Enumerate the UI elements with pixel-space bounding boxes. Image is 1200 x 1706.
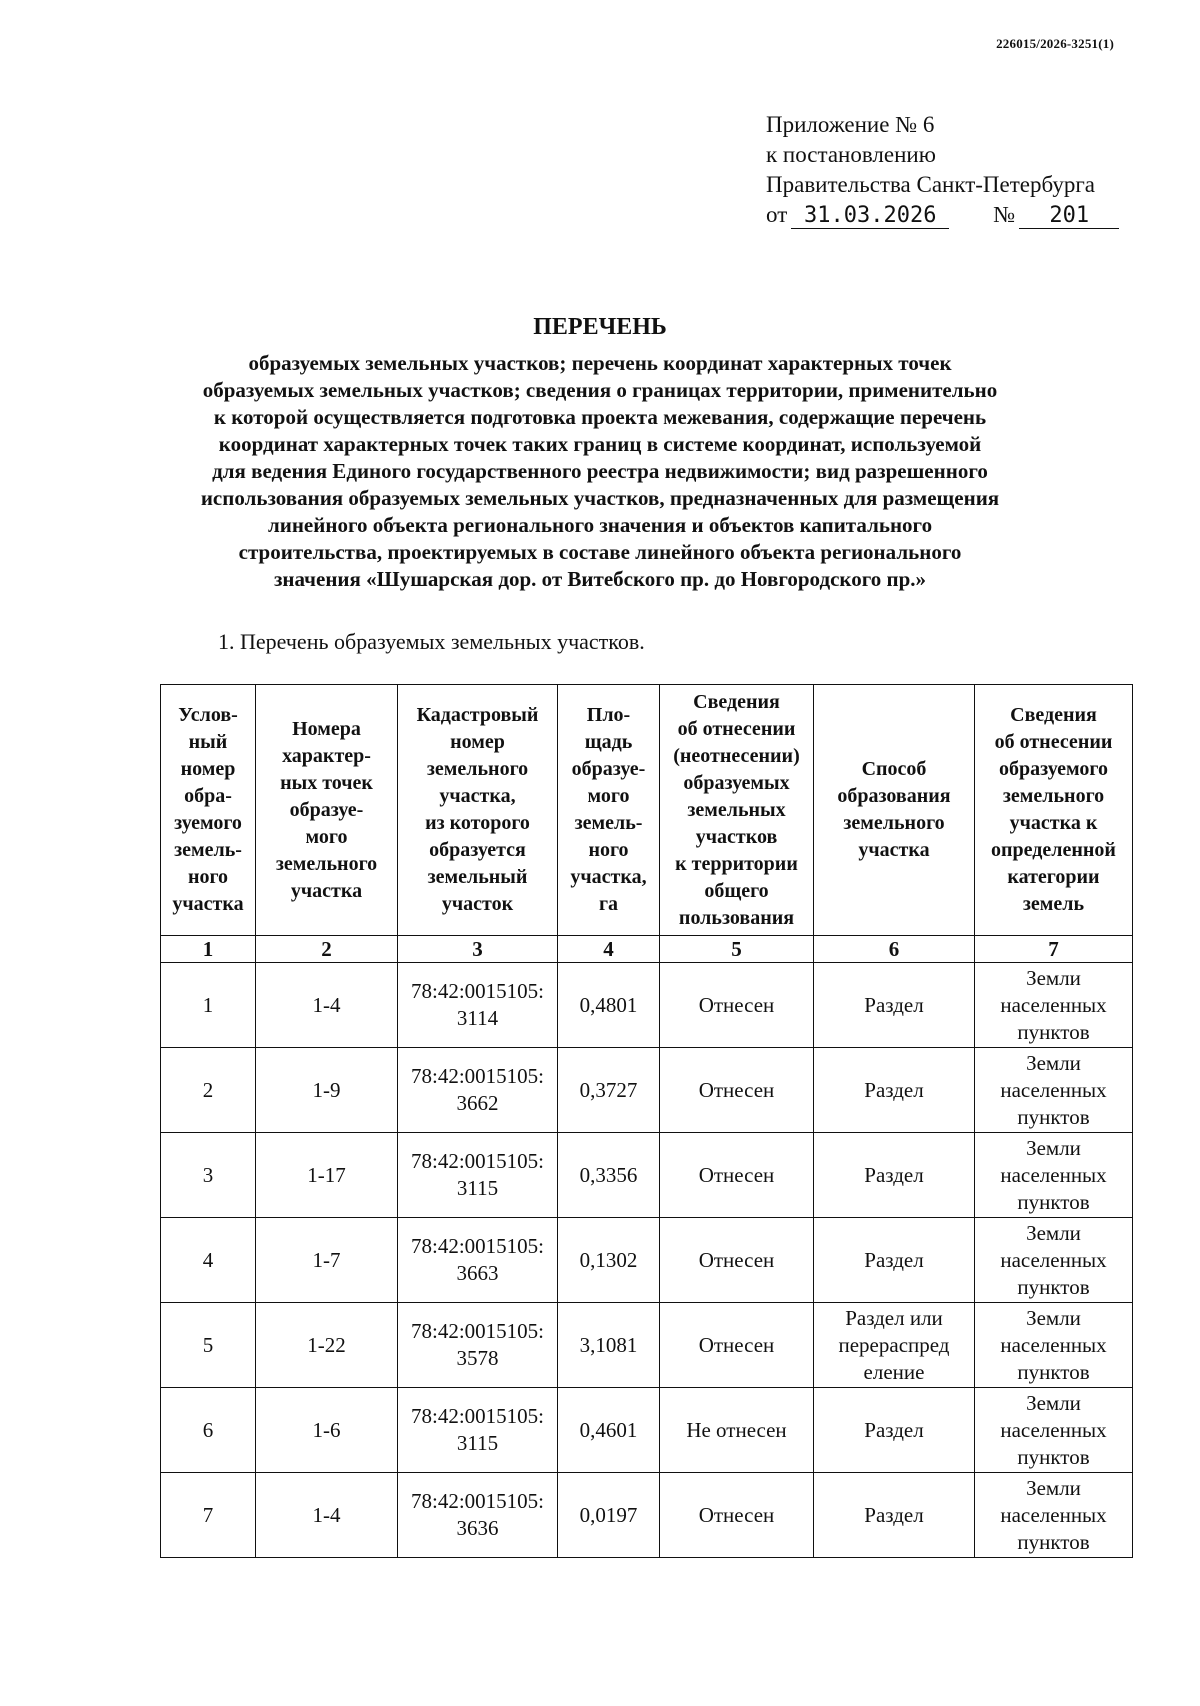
- column-number: 4: [558, 936, 660, 963]
- subtitle-line: линейного объекта регионального значения и объектов капитального: [267, 513, 933, 537]
- appendix-government: Правительства Санкт-Петербурга: [766, 172, 1095, 197]
- decree-number: 201: [1019, 204, 1119, 229]
- table-cell: 78:42:0015105: 3115: [398, 1388, 558, 1473]
- table-cell: Раздел: [814, 1048, 975, 1133]
- table-cell: 1-17: [256, 1133, 398, 1218]
- table-cell: 0,3727: [558, 1048, 660, 1133]
- table-cell: Отнесен: [660, 963, 814, 1048]
- appendix-block: [766, 110, 1119, 230]
- table-cell: 2: [161, 1048, 256, 1133]
- table-cell: Раздел: [814, 963, 975, 1048]
- column-number: 3: [398, 936, 558, 963]
- table-cell: 78:42:0015105: 3114: [398, 963, 558, 1048]
- table-cell: Земли населенных пунктов: [975, 1218, 1133, 1303]
- table-row: [161, 963, 1133, 1048]
- table-cell: Земли населенных пунктов: [975, 1048, 1133, 1133]
- table-cell: 78:42:0015105: 3662: [398, 1048, 558, 1133]
- table-header-row: [161, 685, 1133, 936]
- column-number: 2: [256, 936, 398, 963]
- table-cell: Раздел: [814, 1388, 975, 1473]
- subtitle-line: использования образуемых земельных участков, предназначенных для размещения: [200, 486, 1000, 510]
- table-cell: Раздел: [814, 1218, 975, 1303]
- column-header: Пло- щадь образуе- мого земель- ного участка, га: [558, 685, 660, 936]
- column-header: Сведения об отнесении (неотнесении) образуемых земельных участков к территории общего пользования: [660, 685, 814, 936]
- table-cell: Не отнесен: [660, 1388, 814, 1473]
- subtitle-line: образуемых земельных участков; перечень координат характерных точек: [248, 351, 952, 375]
- appendix-decree: к постановлению: [766, 142, 936, 167]
- table-row: [161, 1388, 1133, 1473]
- column-number: 5: [660, 936, 814, 963]
- table-cell: 78:42:0015105: 3115: [398, 1133, 558, 1218]
- table-cell: 78:42:0015105: 3578: [398, 1303, 558, 1388]
- appendix-date-line: [766, 200, 1119, 230]
- table-cell: Земли населенных пунктов: [975, 1388, 1133, 1473]
- table-cell: 1-22: [256, 1303, 398, 1388]
- table-row: [161, 1473, 1133, 1558]
- table-cell: 6: [161, 1388, 256, 1473]
- table-cell: Земли населенных пунктов: [975, 963, 1133, 1048]
- table-cell: 1: [161, 963, 256, 1048]
- subtitle-line: строительства, проектируемых в составе линейного объекта регионального: [238, 540, 962, 564]
- table-cell: Отнесен: [660, 1048, 814, 1133]
- subtitle-line: образуемых земельных участков; сведения о границах территории, применительно: [202, 378, 998, 402]
- table-cell: 0,3356: [558, 1133, 660, 1218]
- subtitle-line: к которой осуществляется подготовка проекта межевания, содержащие перечень: [213, 405, 987, 429]
- land-plots-table: [160, 684, 1133, 1558]
- column-header: Способ образования земельного участка: [814, 685, 975, 936]
- document-id: 226015/2026-3251(1): [996, 36, 1114, 51]
- table-cell: 0,0197: [558, 1473, 660, 1558]
- table-cell: Отнесен: [660, 1473, 814, 1558]
- table-row: [161, 1048, 1133, 1133]
- table-cell: 0,1302: [558, 1218, 660, 1303]
- table-cell: 0,4601: [558, 1388, 660, 1473]
- table-cell: 0,4801: [558, 963, 660, 1048]
- column-header: Услов- ный номер обра- зуемого земель- ного участка: [161, 685, 256, 936]
- table-row: [161, 1218, 1133, 1303]
- table-cell: Земли населенных пунктов: [975, 1473, 1133, 1558]
- appendix-number: Приложение № 6: [766, 112, 935, 137]
- subtitle-line: для ведения Единого государственного реестра недвижимости; вид разрешенного: [212, 459, 988, 483]
- table-cell: 1-4: [256, 1473, 398, 1558]
- subtitle-line: значения «Шушарская дор. от Витебского пр. до Новгородского пр.»: [273, 567, 927, 591]
- document-subtitle: [150, 350, 1050, 593]
- subtitle-line: координат характерных точек таких границ в системе координат, используемой: [218, 432, 982, 456]
- table-cell: Земли населенных пунктов: [975, 1133, 1133, 1218]
- table-cell: 78:42:0015105: 3636: [398, 1473, 558, 1558]
- table-cell: 4: [161, 1218, 256, 1303]
- column-number: 7: [975, 936, 1133, 963]
- from-label: от: [766, 202, 788, 227]
- column-number-row: [161, 936, 1133, 963]
- table-cell: 3: [161, 1133, 256, 1218]
- table-cell: 1-7: [256, 1218, 398, 1303]
- table-cell: 7: [161, 1473, 256, 1558]
- table-cell: 78:42:0015105: 3663: [398, 1218, 558, 1303]
- table-cell: Раздел: [814, 1473, 975, 1558]
- table-cell: Отнесен: [660, 1133, 814, 1218]
- table-cell: Земли населенных пунктов: [975, 1303, 1133, 1388]
- column-header: Номера характер- ных точек образуе- мого земельного участка: [256, 685, 398, 936]
- table-row: [161, 1133, 1133, 1218]
- section-heading: 1. Перечень образуемых земельных участков.: [218, 629, 645, 654]
- column-header: Кадастровый номер земельного участка, из которого образуется земельный участок: [398, 685, 558, 936]
- column-number: 6: [814, 936, 975, 963]
- table-cell: Раздел: [814, 1133, 975, 1218]
- column-number: 1: [161, 936, 256, 963]
- decree-date: 31.03.2026: [791, 204, 949, 229]
- table-cell: Отнесен: [660, 1218, 814, 1303]
- table-cell: 1-4: [256, 963, 398, 1048]
- table-cell: Отнесен: [660, 1303, 814, 1388]
- table-cell: 5: [161, 1303, 256, 1388]
- table-row: [161, 1303, 1133, 1388]
- table-cell: 1-9: [256, 1048, 398, 1133]
- table-cell: 3,1081: [558, 1303, 660, 1388]
- table-cell: Раздел или перераспред еление: [814, 1303, 975, 1388]
- number-label: №: [993, 202, 1016, 227]
- document-title: ПЕРЕЧЕНЬ: [533, 314, 667, 340]
- column-header: Сведения об отнесении образуемого земельного участка к определенной категории земель: [975, 685, 1133, 936]
- table-cell: 1-6: [256, 1388, 398, 1473]
